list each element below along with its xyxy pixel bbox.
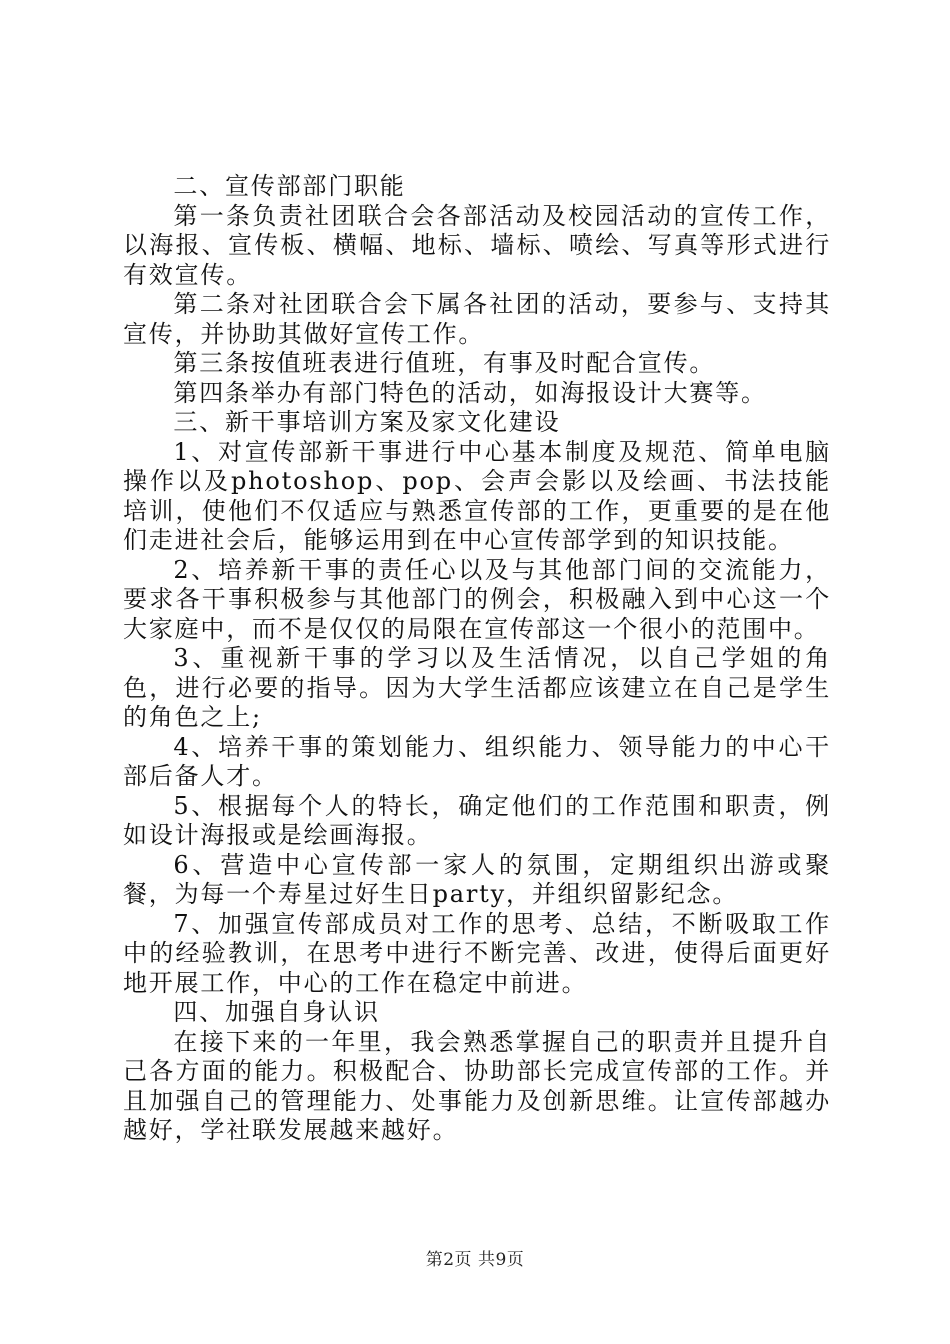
paragraph-self-awareness: 在接下来的一年里，我会熟悉掌握自己的职责并且提升自己各方面的能力。积极配合、协助部长完成宣传部的工作。并且加强自己的管理能力、处事能力及创新思维。让宣传部越办越好，学社联发展越来越好。 bbox=[123, 1027, 831, 1144]
section-heading-training: 三、新干事培训方案及家文化建设 bbox=[173, 408, 561, 436]
page-number-footer: 第2页 共9页 bbox=[425, 1250, 525, 1270]
paragraph-training-6: 6、营造中心宣传部一家人的氛围，定期组织出游或聚餐，为每一个寿星过好生日party，并组织留影纪念。 bbox=[123, 850, 831, 908]
paragraph-training-5: 5、根据每个人的特长，确定他们的工作范围和职责，例如设计海报或是绘画海报。 bbox=[123, 791, 831, 849]
paragraph-training-3: 3、重视新干事的学习以及生活情况，以自己学姐的角色，进行必要的指导。因为大学生活都应该建立在自己是学生的角色之上; bbox=[123, 644, 831, 731]
paragraph-article-2: 第二条对社团联合会下属各社团的活动，要参与、支持其宣传，并协助其做好宣传工作。 bbox=[123, 290, 831, 348]
section-heading-self-awareness: 四、加强自身认识 bbox=[173, 998, 380, 1026]
paragraph-training-7: 7、加强宣传部成员对工作的思考、总结，不断吸取工作中的经验教训，在思考中进行不断完善、改进，使得后面更好地开展工作，中心的工作在稳定中前进。 bbox=[123, 909, 831, 997]
paragraph-article-1: 第一条负责社团联合会各部活动及校园活动的宣传工作，以海报、宣传板、横幅、地标、墙标、喷绘、写真等形式进行有效宣传。 bbox=[123, 201, 831, 289]
paragraph-article-3: 第三条按值班表进行值班，有事及时配合宣传。 bbox=[173, 349, 716, 377]
document-body bbox=[123, 172, 831, 1146]
paragraph-training-4: 4、培养干事的策划能力、组织能力、领导能力的中心干部后备人才。 bbox=[123, 732, 831, 790]
section-heading-duties: 二、宣传部部门职能 bbox=[173, 172, 406, 200]
paragraph-training-2: 2、培养新干事的责任心以及与其他部门间的交流能力，要求各干事积极参与其他部门的例会，积极融入到中心这一个大家庭中，而不是仅仅的局限在宣传部这一个很小的范围中。 bbox=[123, 555, 831, 643]
paragraph-article-4: 第四条举办有部门特色的活动，如海报设计大赛等。 bbox=[173, 378, 767, 407]
paragraph-training-1: 1、对宣传部新干事进行中心基本制度及规范、简单电脑操作以及photoshop、pop、会声会影以及绘画、书法技能培训，使他们不仅适应与熟悉宣传部的工作，更重要的是在他们走进社会后，能够运用到在中心宣传部学到的知识技能。 bbox=[123, 437, 831, 554]
